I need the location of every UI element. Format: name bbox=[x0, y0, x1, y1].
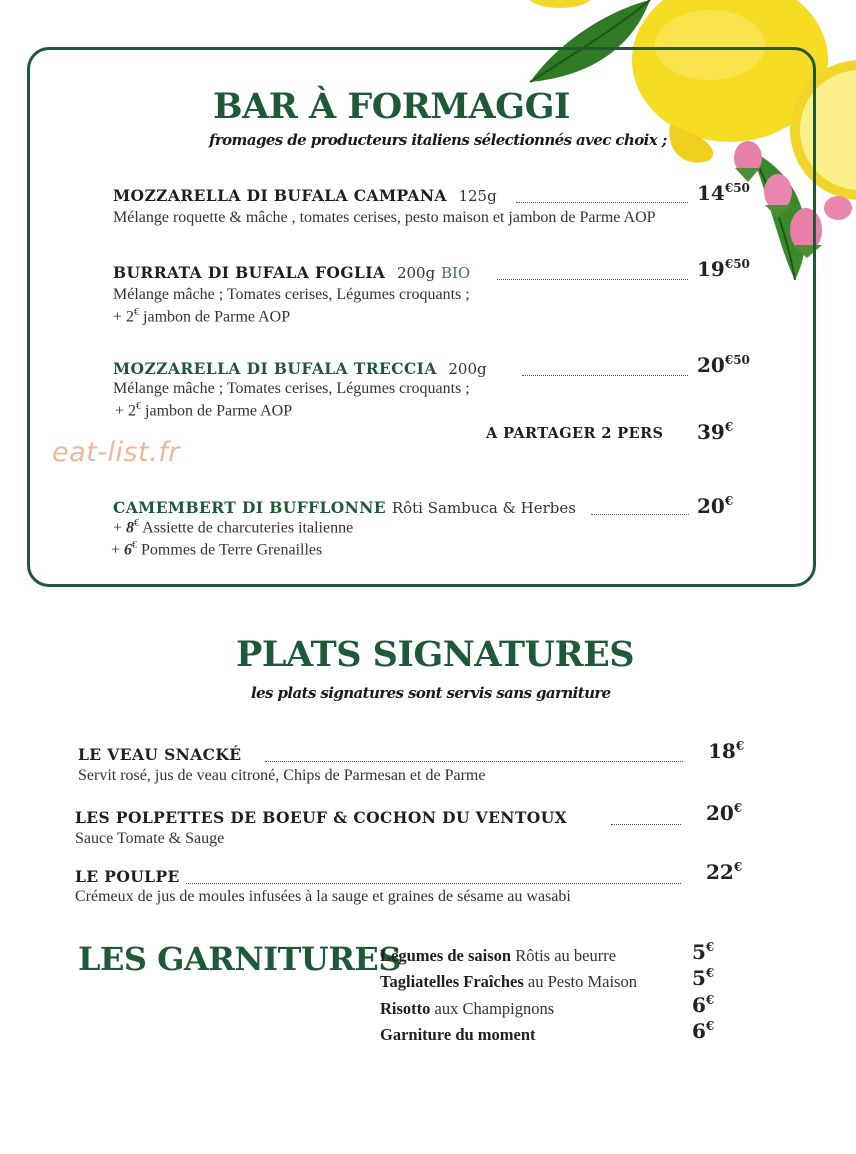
share-price: 39€ bbox=[697, 420, 734, 444]
menu-item-name: BURRATA DI BUFALA FOGLIA 200g BIO bbox=[113, 263, 471, 282]
menu-item-extra: + 2€ jambon de Parme AOP bbox=[113, 307, 291, 326]
menu-item-name: LES POLPETTES DE BOEUF & COCHON DU VENTOUX bbox=[75, 808, 568, 827]
section-subtitle: les plats signatures sont servis sans garniture bbox=[251, 684, 611, 702]
menu-item-extra: + 8€ Assiette de charcuteries italienne bbox=[113, 518, 354, 537]
section-title: BAR À FORMAGGI bbox=[213, 86, 570, 127]
side-dish-item: Légumes de saison Rôtis au beurre bbox=[380, 946, 617, 965]
menu-item-price: 20€ bbox=[697, 494, 734, 518]
menu-item-name: MOZZARELLA DI BUFALA TRECCIA 200g bbox=[113, 359, 487, 378]
dot-leader bbox=[522, 375, 688, 376]
section-title: LES GARNITURES bbox=[78, 940, 401, 978]
menu-item-price: $14^{€50}$ bbox=[697, 181, 750, 205]
menu-item-name: MOZZARELLA DI BUFALA CAMPANA 125g bbox=[113, 186, 497, 205]
menu-item-description: Crémeux de jus de moules infusées à la sauge et graines de sésame au wasabi bbox=[75, 888, 571, 905]
flower-bud-illustration bbox=[824, 196, 852, 220]
menu-item-description: Servit rosé, jus de veau citroné, Chips de Parmesan et de Parme bbox=[78, 767, 486, 784]
side-dish-item: Risotto aux Champignons bbox=[380, 999, 555, 1018]
side-dish-price: 5€ bbox=[692, 940, 715, 964]
menu-item-extra: + 6€ Pommes de Terre Grenailles bbox=[111, 540, 323, 559]
menu-item-price: 20€ bbox=[706, 801, 743, 825]
menu-item-name: LE POULPE bbox=[75, 867, 180, 886]
share-label: A PARTAGER 2 PERS bbox=[486, 425, 664, 442]
menu-item-extra: + 2€ jambon de Parme AOP bbox=[115, 401, 293, 420]
menu-item-description: Mélange roquette & mâche , tomates cerises, pesto maison et jambon de Parme AOP bbox=[113, 209, 656, 226]
section-subtitle: fromages de producteurs italiens sélectionnés avec choix ; bbox=[209, 131, 667, 149]
side-dish-item: Tagliatelles Fraîches au Pesto Maison bbox=[380, 972, 637, 991]
dot-leader bbox=[591, 514, 689, 515]
side-dish-price: 6€ bbox=[692, 993, 715, 1017]
menu-item-price: 18€ bbox=[708, 739, 745, 763]
menu-item-price: $19^{€50}$ bbox=[697, 257, 750, 281]
menu-item-name: LE VEAU SNACKÉ bbox=[78, 745, 242, 764]
side-dish-price: 5€ bbox=[692, 966, 715, 990]
section-title: PLATS SIGNATURES bbox=[236, 634, 635, 675]
menu-item-name: CAMEMBERT DI BUFFLONNE Rôti Sambuca & Herbes bbox=[113, 498, 576, 517]
menu-item-price: $20^{€50}$ bbox=[697, 353, 750, 377]
side-dish-item: Garniture du moment bbox=[380, 1025, 536, 1044]
menu-item-description: Mélange mâche ; Tomates cerises, Légumes croquants ; bbox=[113, 380, 470, 397]
menu-item-price: 22€ bbox=[706, 860, 743, 884]
menu-item-description: Mélange mâche ; Tomates cerises, Légumes croquants ; bbox=[113, 286, 470, 303]
dot-leader bbox=[516, 202, 688, 203]
dot-leader bbox=[497, 279, 688, 280]
side-dish-price: 6€ bbox=[692, 1019, 715, 1043]
menu-item-description: Sauce Tomate & Sauge bbox=[75, 830, 225, 847]
dot-leader bbox=[186, 883, 681, 884]
dot-leader bbox=[265, 761, 683, 762]
watermark: eat-list.fr bbox=[52, 437, 180, 468]
dot-leader bbox=[611, 824, 681, 825]
